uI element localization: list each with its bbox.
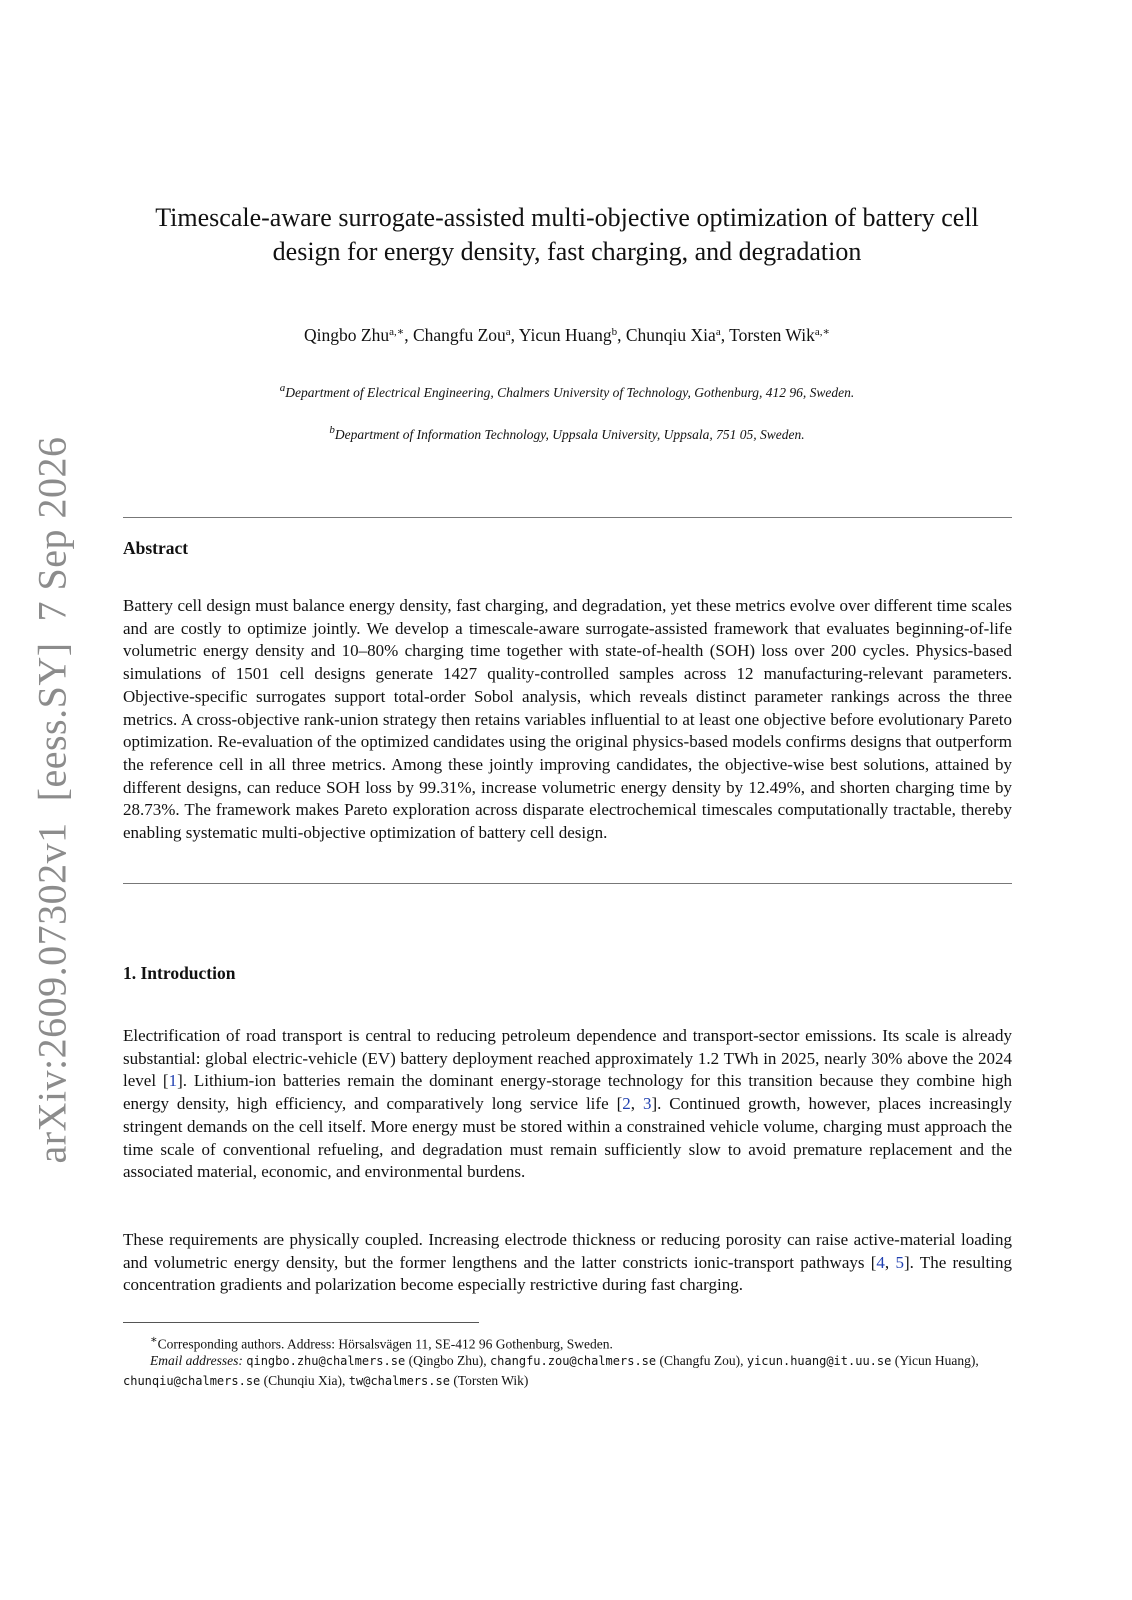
paragraph-text: ]. Lithium-ion batteries remain the dominant energy-storage technology for this transition because they combine high energy density, high efficiency, and comparatively long service life [ [123,1071,1012,1114]
citation-link[interactable]: 4 [876,1252,885,1272]
footnote-mark: ∗ [150,1334,158,1346]
paragraph-text: ]. Continued growth, however, places increasingly stringent demands on the cell itself. More energy must be stored within a constrained vehicle volume, charging must approach the time scale of conventional refueling, and degradation must remain sufficiently slow to avoid premature replacement and the associated material, economic, and environmental burdens. [123,1094,1013,1182]
section-heading-introduction: 1. Introduction [123,963,236,983]
email-owner: (Torsten Wik) [453,1373,529,1388]
abstract-bottom-rule [123,883,1012,884]
email-label: Email addresses: [150,1353,243,1368]
email-owner: (Changfu Zou) [659,1353,741,1368]
affiliation-a [120,382,1014,401]
email-address[interactable]: yicun.huang@it.uu.se [746,1354,892,1368]
arxiv-category: [eess.SY] [29,642,75,802]
author-name: Torsten Wik [729,325,815,345]
affiliation-b [120,424,1014,443]
citation-link[interactable]: 2 [622,1094,631,1114]
paragraph-text: , [630,1094,643,1114]
affiliation-mark: a [279,382,286,394]
email-owner: (Qingbo Zhu) [408,1353,484,1368]
intro-paragraph-2 [123,1229,1012,1297]
author-affiliation-mark: a,∗ [389,326,405,338]
footnote-emails: Email addresses: qingbo.zhu@chalmers.se (Qingbo Zhu), changfu.zou@chalmers.se (Changfu Zou), yicun.huang@it.uu.se (Yicun Huang), chunqiu@chalmers.se (Chunqiu Xia), tw@chalmers.se (Torsten Wik) [123,1353,979,1388]
author-list: Qingbo Zhu$^{a,∗}$, Changfu Zou$^a$, Yicun Huang$^b$, Chunqiu Xia$^a$, Torsten Wik$^{a,∗}$ [304,325,830,345]
email-owner: (Yicun Huang) [894,1353,976,1368]
citation-link[interactable]: 3 [642,1094,652,1114]
author-name: Changfu Zou [412,325,506,345]
author-name: Chunqiu Xia [625,325,716,345]
author-affiliation-mark: a,∗ [814,326,830,338]
paragraph-text: These requirements are physically coupled. Increasing electrode thickness or reducing porosity can raise active-material loading and volumetric energy density, but the former lengthens and the latter constricts ionic-transport pathways [ [123,1230,1012,1272]
arxiv-stamp [29,436,76,1163]
citation-link[interactable]: 5 [895,1252,904,1272]
abstract-top-rule [123,517,1012,518]
footnote-rule [123,1322,479,1323]
author-affiliation-mark: b [611,326,618,338]
arxiv-date: 7 Sep 2026 [29,436,75,622]
affiliation-text: Department of Information Technology, Uppsala University, Uppsala, 751 05, Sweden. [334,427,805,442]
arxiv-sidebar [8,0,96,1600]
email-address[interactable]: chunqiu@chalmers.se [123,1374,261,1388]
email-address[interactable]: qingbo.zhu@chalmers.se [246,1354,406,1368]
citation-link[interactable]: 1 [168,1071,178,1091]
footnote-text: Corresponding authors. Address: Hörsalsvägen 11, SE-412 96 Gothenburg, Sweden. [157,1336,613,1352]
email-address[interactable]: changfu.zou@chalmers.se [489,1354,657,1368]
author-name: Yicun Huang [518,325,612,345]
author-name: Qingbo Zhu [304,325,390,345]
title-line-1: Timescale-aware surrogate-assisted multi-objective optimization of battery cell [155,203,979,232]
affiliation-text: Department of Electrical Engineering, Chalmers University of Technology, Gothenburg, 412 96, Sweden. [285,385,855,400]
paper-title [120,201,1014,269]
email-owner: (Chunqiu Xia) [263,1373,343,1388]
abstract-text: Battery cell design must balance energy density, fast charging, and degradation, yet these metrics evolve over different time scales and are costly to optimize jointly. We develop a timescale-aware surrogate-assisted framework that evaluates beginning-of-life volumetric energy density and 10–80% charging time together with state-of-health (SOH) loss over 200 cycles. Physics-based simulations of 1501 cell designs generate 1427 quality-controlled samples across 12 manufacturing-relevant parameters. Objective-specific surrogates support total-order Sobol analysis, which reveals distinct parameter rankings across the three metrics. A cross-objective rank-union strategy then retains variables influential to at least one objective before evolutionary Pareto optimization. Re-evaluation of the optimized candidates using the original physics-based models confirms designs that outperform the reference cell in all three metrics. Among these jointly improving candidates, the objective-wise best solutions, attained by different designs, can reduce SOH loss by 99.31%, increase volumetric energy density by 12.49%, and shorten charging time by 28.73%. The framework makes Pareto exploration across disparate electrochemical timescales computationally tractable, thereby enabling systematic multi-objective optimization of battery cell design. [123,596,1012,843]
author-affiliation-mark: a [505,326,511,338]
arxiv-id[interactable]: arXiv:2609.07302v1 [29,822,75,1164]
affiliation-mark: b [329,424,335,436]
title-line-2: design for energy density, fast charging, and degradation [272,237,862,266]
paragraph-text: , [884,1252,896,1272]
paragraph-text: Electrification of road transport is central to reducing petroleum dependence and transport-sector emissions. Its scale is already substantial: global electric-vehicle (EV) battery deployment reached approximately 1.2 TWh in 2025, nearly 30% above the 2024 level [ [123,1026,1012,1091]
paragraph-text: ]. The resulting concentration gradients and polarization become especially restrictive during fast charging. [123,1252,1013,1295]
abstract-heading: Abstract [123,538,189,558]
intro-paragraph-1 [123,1025,1012,1184]
author-affiliation-mark: a [715,326,721,338]
email-address[interactable]: tw@chalmers.se [348,1374,450,1388]
